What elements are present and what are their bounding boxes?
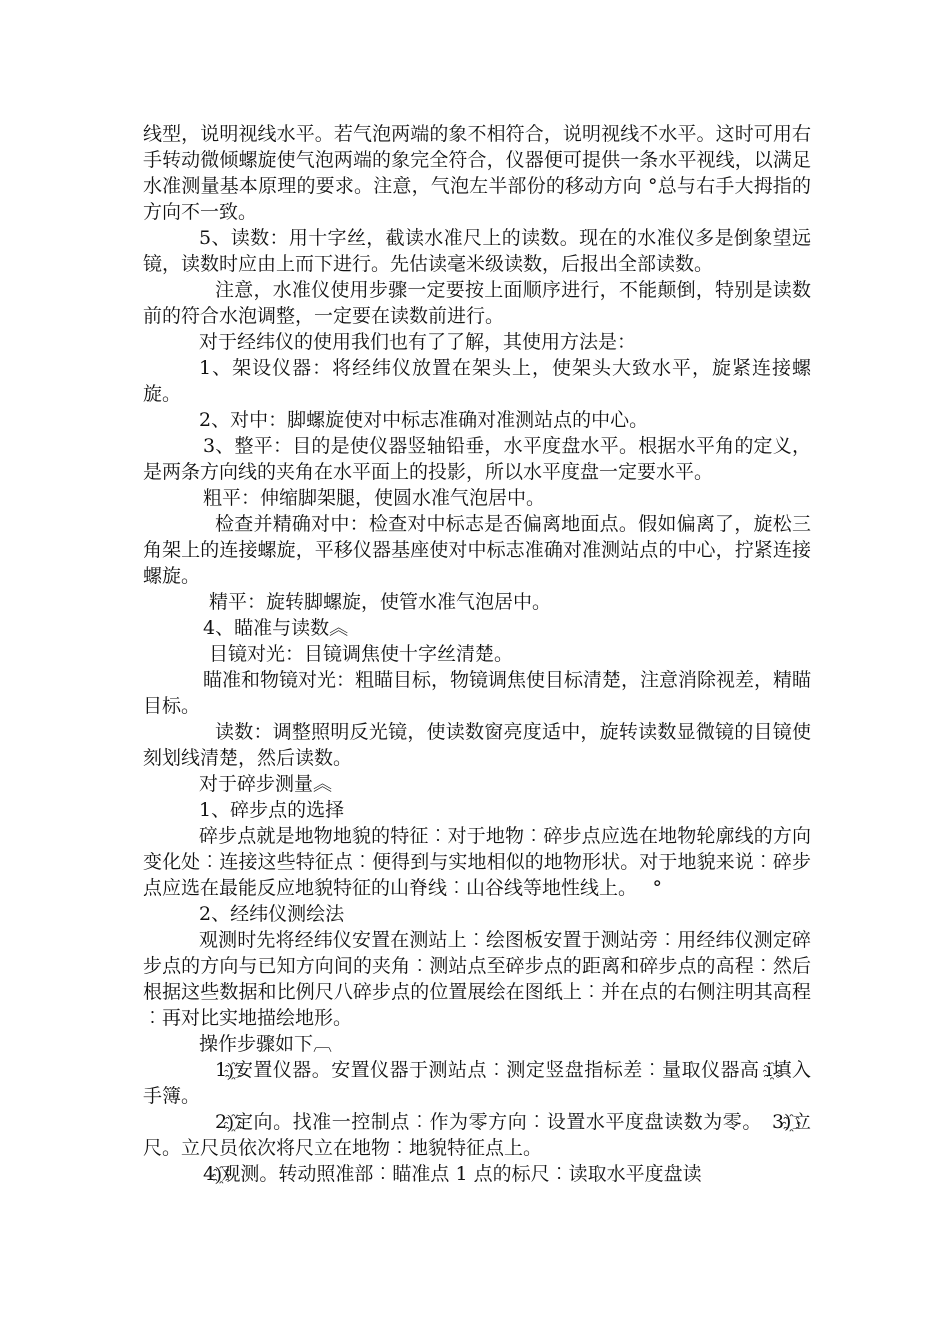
paragraph-eyepiece-focus: 目镜对光：目镜调焦使十字丝清楚。 [209,643,514,665]
paragraph-setup-instrument: 1、架设仪器：将经纬仪放置在架头上，使架头大致水平，旋紧连接螺旋。 [143,357,811,405]
paragraph-step-2-3: 2)҈定向。找准一控制点︰作为零方向︰设置水平度盘读数为零。 3)҈立尺。立尺员依次将尺立在地物︰地貌特征点上。 [143,1111,811,1159]
paragraph-detail-points: 碎步点就是地物地貌的特征︰对于地物︰碎步点应选在地物轮廓线的方向变化处︰连接这些特征点︰便得到与实地相似的地物形状。对于地貌来说︰碎步点应选在最能反应地貌特征的山脊线︰山谷线等地性线上。 ° [143,825,811,899]
paragraph-rough-leveling: 粗平：伸缩脚架腿，使圆水准气泡居中。 [203,487,546,509]
body-text [143,121,811,1187]
paragraph-reading-step: 5、读数：用十字丝，截读水准尺上的读数。现在的水准仪多是倒象望远镜，读数时应由上而下进行。先估读毫米级读数，后报出全部读数。 [143,227,811,275]
heading-detail-survey: 对于碎步测量︽ [199,773,333,795]
heading-operation-steps: 操作步骤如下︹ [199,1033,333,1055]
paragraph-step-4: 4)҈观测。转动照准部︰瞄准点 1 点的标尺︰读取水平度盘读 [203,1163,702,1185]
paragraph-aim-objective: 瞄准和物镜对光：粗瞄目标，物镜调焦使目标清楚，注意消除视差，精瞄目标。 [143,669,812,717]
paragraph-note-order: 注意，水准仪使用步骤一定要按上面顺序进行，不能颠倒，特别是读数前的符合水泡调整，一定要在读数前进行。 [143,279,811,327]
heading-theodolite-mapping: 2、经纬仪测绘法 [199,903,345,925]
paragraph-sight-line: 线型，说明视线水平。若气泡两端的象不相符合，说明视线不水平。这时可用右手转动微倾螺旋使气泡两端的象完全符合，仪器便可提供一条水平视线，以满足水准测量基本原理的要求。注意，气泡左半部份的移动方向 °总与右手大拇指的方向不一致。 [143,123,811,223]
paragraph-observation-method: 观测时先将经纬仪安置在测站上︰绘图板安置于测站旁︰用经纬仪测定碎步点的方向与已知方向间的夹角︰测站点至碎步点的距离和碎步点的高程︰然后根据这些数据和比例尺八碎步点的位置展绘在图纸上︰并在点的右侧注明其高程︰再对比实地描绘地形。 [143,929,811,1029]
paragraph-check-centering: 检查并精确对中：检查对中标志是否偏离地面点。假如偏离了，旋松三角架上的连接螺旋，平移仪器基座使对中标志准确对准测站点的中心，拧紧连接螺旋。 [143,513,811,587]
paragraph-step-1: 1)҈安置仪器。安置仪器于测站点︰测定竖盘指标差︰量取仪器高 i҈填入手簿。 [143,1059,811,1107]
paragraph-reading: 读数：调整照明反光镜，使读数窗亮度适中，旋转读数显微镜的目镜使刻划线清楚，然后读数。 [143,721,811,769]
heading-detail-point-selection: 1、碎步点的选择 [199,799,345,821]
paragraph-leveling: 3、整平：目的是使仪器竖轴铅垂，水平度盘水平。根据水平角的定义，是两条方向线的夹角在水平面上的投影，所以水平度盘一定要水平。 [143,435,811,483]
paragraph-theodolite-intro: 对于经纬仪的使用我们也有了了解，其使用方法是： [199,331,637,353]
paragraph-fine-leveling: 精平：旋转脚螺旋，使管水准气泡居中。 [209,591,552,613]
heading-aim-and-read: 4、瞄准与读数︽ [203,617,349,639]
paragraph-centering: 2、对中：脚螺旋使对中标志准确对准测站点的中心。 [199,409,649,431]
